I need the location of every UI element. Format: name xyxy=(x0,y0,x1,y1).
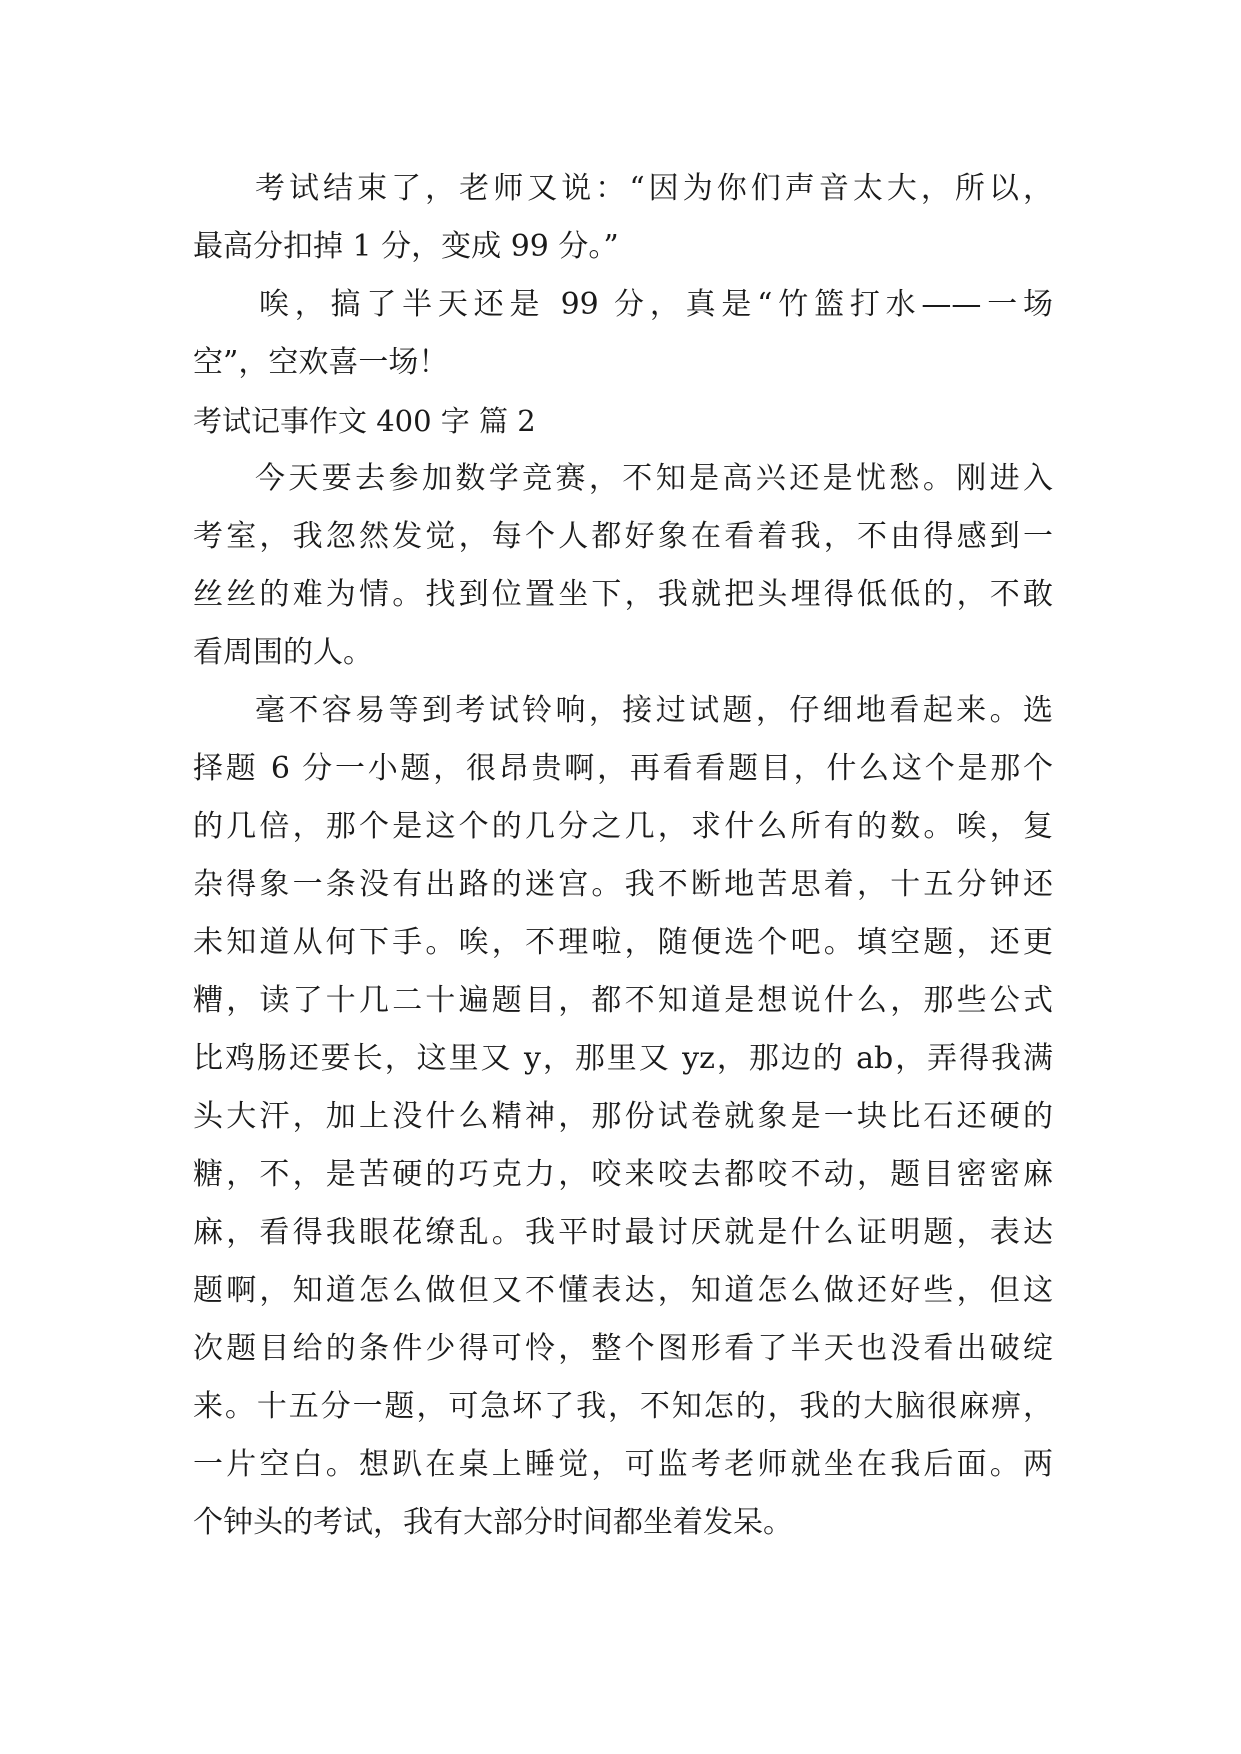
text-line: 糟，读了十几二十遍题目，都不知道是想说什么，那些公式 xyxy=(193,983,1053,1018)
text-line: 来。十五分一题，可急坏了我，不知怎的，我的大脑很麻痹， xyxy=(193,1389,1053,1424)
text-line: 未知道从何下手。唉，不理啦，随便选个吧。填空题，还更 xyxy=(193,925,1053,960)
text-line: 个钟头的考试，我有大部分时间都坐着发呆。 xyxy=(193,1505,793,1540)
text-line: 看周围的人。 xyxy=(193,635,373,670)
text-line: 今天要去参加数学竞赛，不知是高兴还是忧愁。刚进入 xyxy=(255,461,1053,496)
text-line: 丝丝的难为情。找到位置坐下，我就把头埋得低低的，不敢 xyxy=(193,577,1053,612)
text-line: 唉，搞了半天还是 99 分，真是“竹篮打水——一场 xyxy=(259,287,1053,322)
text-line: 头大汗，加上没什么精神，那份试卷就象是一块比石还硬的 xyxy=(193,1099,1053,1134)
text-line: 次题目给的条件少得可怜，整个图形看了半天也没看出破绽 xyxy=(193,1331,1053,1366)
text-line: 考室，我忽然发觉，每个人都好象在看着我，不由得感到一 xyxy=(193,519,1053,554)
text-line: 麻，看得我眼花缭乱。我平时最讨厌就是什么证明题，表达 xyxy=(193,1215,1053,1250)
text-line: 一片空白。想趴在桌上睡觉，可监考老师就坐在我后面。两 xyxy=(193,1447,1053,1482)
text-line: 空”，空欢喜一场！ xyxy=(193,345,449,380)
text-line: 的几倍，那个是这个的几分之几，求什么所有的数。唉，复 xyxy=(193,809,1053,844)
section-heading: 考试记事作文 400 字 篇 2 xyxy=(193,404,536,438)
text-line: 最高分扣掉 1 分，变成 99 分。” xyxy=(193,229,619,264)
text-line: 考试结束了，老师又说：“因为你们声音太大，所以， xyxy=(255,171,1053,206)
text-line: 比鸡肠还要长，这里又 y，那里又 yz，那边的 ab，弄得我满 xyxy=(193,1041,1053,1076)
text-line: 择题 6 分一小题，很昂贵啊，再看看题目，什么这个是那个 xyxy=(193,751,1053,786)
text-line: 题啊，知道怎么做但又不懂表达，知道怎么做还好些，但这 xyxy=(193,1273,1053,1308)
text-line: 杂得象一条没有出路的迷宫。我不断地苦思着，十五分钟还 xyxy=(193,867,1053,902)
text-line: 糖，不，是苦硬的巧克力，咬来咬去都咬不动，题目密密麻 xyxy=(193,1157,1053,1192)
text-line: 毫不容易等到考试铃响，接过试题，仔细地看起来。选 xyxy=(255,693,1053,728)
